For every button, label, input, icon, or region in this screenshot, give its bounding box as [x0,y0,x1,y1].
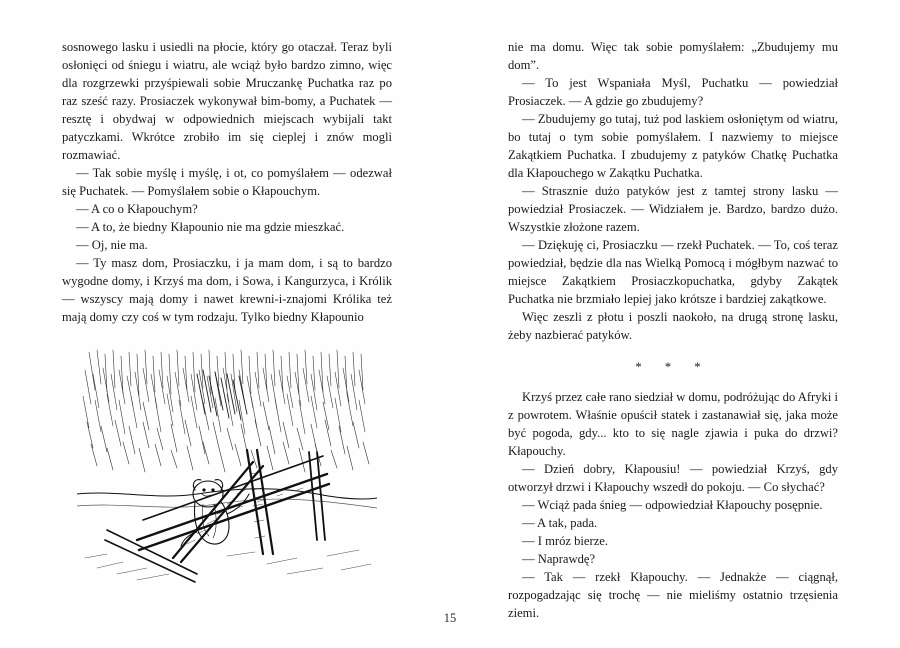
paragraph: Krzyś przez całe rano siedział w domu, podróżując do Afryki i z powrotem. Właśnie opuścił statek i zastanawiał się, jaka może być pogoda, gdy... kto to się nagle zjawia i puka do drzwi? Kłapouchy. [508,390,838,458]
page-columns [0,38,900,618]
paragraph: — Ty masz dom, Prosiaczku, i ja mam dom, i są to bardzo wygodne domy, i Krzyś ma dom, i Sowa, i Kangurzyca, i Królik — wszyscy mają domy i nawet krewni-i-znajomi Królika też mają domy czy coś w tym rodzaju. Tylko biedny Kłapounio [62,256,392,324]
paragraph: — Oj, nie ma. [76,238,148,252]
right-text-column [508,38,838,618]
paragraph: — Zbudujemy go tutaj, tuż pod laskiem osłoniętym od wiatru, bo tutaj o tym sobie pomyślałem. I nazwiemy to miejsce Zakątkiem Puchatka. I zbudujemy z patyków Chatkę Puchatka dla Kłapouchego w Zakątku Puchatka. [508,112,838,180]
paragraph: — A tak, pada. [522,516,598,530]
paragraph: — Wciąż pada śnieg — odpowiedział Kłapouchy posępnie. [522,498,823,512]
left-text-column [62,38,392,618]
paragraph: — To jest Wspaniała Myśl, Puchatku — powiedział Prosiaczek. — A gdzie go zbudujemy? [508,76,838,108]
paragraph: — Tak — rzekł Kłapouchy. — Jednakże — ciągnął, rozpogadzając się trochę — nie mieliśmy ostatnio trzęsienia ziemi. [508,570,838,620]
page-number: 15 [443,611,457,625]
paragraph: sosnowego lasku i usiedli na płocie, który go otaczał. Teraz byli osłonięci od śniegu i wiatru, ale wciąż było bardzo zimno, więc dla rozgrzewki przyśpiewali sobie Mruczankę Puchatka raz po raz sześć razy. Prosiaczek wykonywał bim-bomy, a Puchatek — resztę i obydwaj w odpowiednich miejscach wybijali takt patyczkami. Wkrótce zrobiło im się cieplej i znów mogli rozmawiać. [62,40,392,162]
section-break: * * * [635,360,711,374]
paragraph: — Tak sobie myślę i myślę, i ot, co pomyślałem — odezwał się Puchatek. — Pomyślałem sobie o Kłapouchym. [62,166,392,198]
paragraph: — A to, że biedny Kłapounio nie ma gdzie mieszkać. [76,220,345,234]
piglet-at-fence-illustration [77,344,377,584]
paragraph: — Dziękuję ci, Prosiaczku — rzekł Puchatek. — To, coś teraz powiedział, będzie dla nas Wielką Pomocą i mógłbym nazwać to miejsce Zakątkiem Prosiaczkopuchatka, gdyby Zakątek Puchatka nie brzmiało lepiej jako krótsze i bardziej zakątkowe. [508,238,838,306]
paragraph: Więc zeszli z płotu i poszli naokoło, na drugą stronę lasku, żeby nazbierać patyków. [508,310,838,342]
paragraph: — Dzień dobry, Kłapousiu! — powiedział Krzyś, gdy otworzył drzwi i Kłapouchy wszedł do pokoju. — Co słychać? [508,462,838,494]
paragraph: — I mróz bierze. [522,534,609,548]
paragraph: nie ma domu. Więc tak sobie pomyślałem: „Zbudujemy mu dom”. [508,40,838,72]
paragraph: — A co o Kłapouchym? [76,202,198,216]
paragraph: — Naprawdę? [522,552,596,566]
paragraph: — Strasznie dużo patyków jest z tamtej strony lasku — powiedział Prosiaczek. — Widziałem je. Bardzo, bardzo dużo. Wszystkie złożone razem. [508,184,838,234]
illustration-container [62,344,392,584]
